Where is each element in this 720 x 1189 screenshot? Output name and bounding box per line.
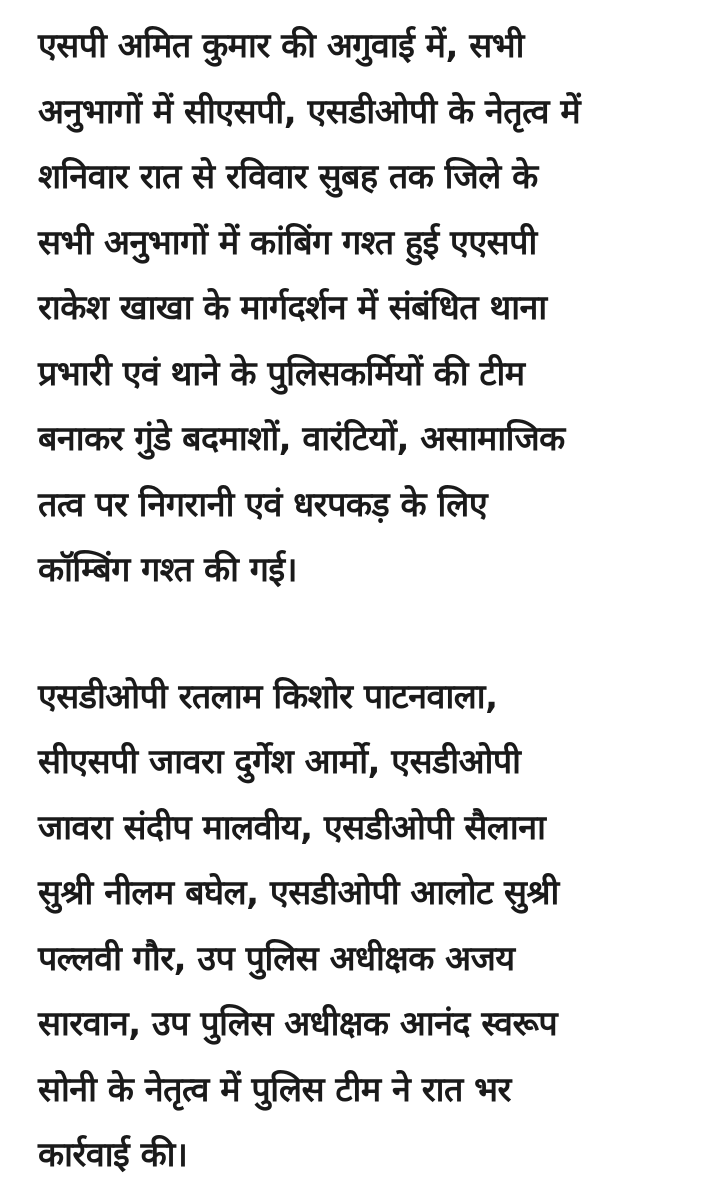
text-line: जावरा संदीप मालवीय, एसडीओपी सैलाना xyxy=(38,807,546,848)
text-line: एसपी अमित कुमार की अगुवाई में, सभी xyxy=(38,26,524,66)
text-line: राकेश खाखा के मार्गदर्शन में संबंधित थाना xyxy=(38,288,547,328)
text-line: सुश्री नीलम बघेल, एसडीओपी आलोट सुश्री xyxy=(38,873,559,913)
text-line: तत्व पर निगरानी एवं धरपकड़ के लिए xyxy=(38,484,488,525)
text-line: शनिवार रात से रविवार सुबह तक जिले के xyxy=(38,157,538,197)
text-line: सीएसपी जावरा दुर्गेश आर्मो, एसडीओपी xyxy=(38,742,521,782)
text-line: प्रभारी एवं थाने के पुलिसकर्मियों की टीम xyxy=(38,353,525,394)
text-line: सभी अनुभागों में कांबिंग गश्त हुई एएसपी xyxy=(38,222,537,263)
text-line: पल्लवी गौर, उप पुलिस अधीक्षक अजय xyxy=(38,938,515,979)
text-line: सारवान, उप पुलिस अधीक्षक आनंद स्वरूप xyxy=(38,1004,558,1044)
paragraph-spacer xyxy=(38,604,710,665)
text-line: कॉम्बिंग गश्त की गई। xyxy=(38,550,297,590)
text-line: अनुभागों में सीएसपी, एसडीओपी के नेतृत्व में xyxy=(38,91,581,132)
article-text xyxy=(38,14,710,1189)
text-line: कार्रवाई की। xyxy=(38,1135,188,1175)
text-line: सोनी के नेतृत्व में पुलिस टीम ने रात भर xyxy=(38,1069,511,1110)
text-line: बनाकर गुंडे बदमाशों, वारंटियों, असामाजिक xyxy=(38,419,565,459)
text-line: एसडीओपी रतलाम किशोर पाटनवाला, xyxy=(38,676,498,717)
paragraph-2 xyxy=(38,665,710,1189)
paragraph-1 xyxy=(38,14,710,604)
